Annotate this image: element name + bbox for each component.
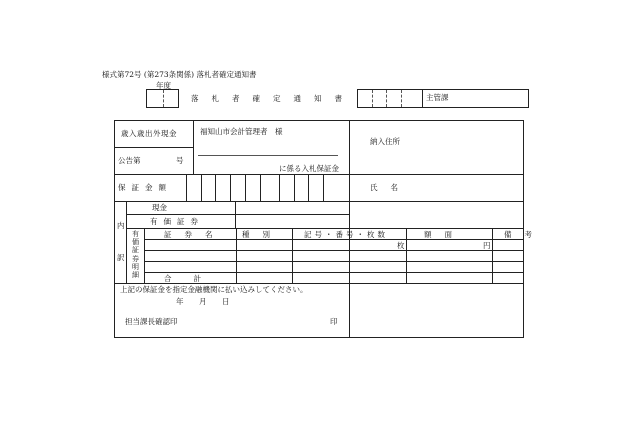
sheet-unit: 枚 [397, 241, 405, 250]
col-security-name: 証券名 [164, 230, 226, 239]
deposit-amount-label: 保証金額 [118, 183, 172, 192]
payment-instruction: 上記の保証金を指定金融機関に払い込みしてください。 [120, 285, 308, 294]
breakdown-wake-label: 訳 [117, 253, 125, 262]
addressee: 福知山市会計管理者 様 [200, 127, 283, 136]
date-label: 年 月 日 [176, 297, 234, 306]
cash-label: 現金 [152, 203, 167, 212]
securities-label: 有価証券 [150, 217, 204, 226]
total-label: 合計 [164, 274, 223, 283]
payer-name-label: 氏名 [370, 183, 411, 192]
col-type: 種別 [242, 230, 283, 239]
notice-number-suffix: 号 [176, 156, 184, 165]
department-box[interactable] [357, 89, 529, 108]
col-face-value: 額面 [424, 230, 465, 239]
col-remarks: 備考 [504, 230, 545, 239]
col-number-count: 記号・番号・枚数 [304, 230, 388, 239]
related-deposit-text: に係る入札保証金 [279, 164, 339, 173]
fiscal-year-box[interactable] [146, 89, 179, 108]
fiscal-year-label: 年度 [156, 81, 171, 90]
department-label: 主管課 [426, 93, 449, 102]
form-number: 様式第72号 (第273条関係) 落札者確定通知書 [102, 70, 257, 79]
breakdown-uchi-label: 内 [117, 221, 125, 230]
notice-number-label: 公告第 [118, 156, 141, 165]
notice-title: 落札者確定通知書 [191, 94, 355, 103]
yen-unit: 円 [483, 241, 491, 250]
approval-label: 担当課長確認印 [125, 317, 178, 326]
fund-label: 歳入歳出外現金 [121, 129, 177, 138]
payer-address-label: 納入住所 [370, 137, 400, 146]
deposit-amount-boxes[interactable] [186, 174, 350, 202]
seal-mark: 印 [330, 317, 338, 326]
securities-vertical-label: 有価証券明細 [132, 230, 139, 280]
